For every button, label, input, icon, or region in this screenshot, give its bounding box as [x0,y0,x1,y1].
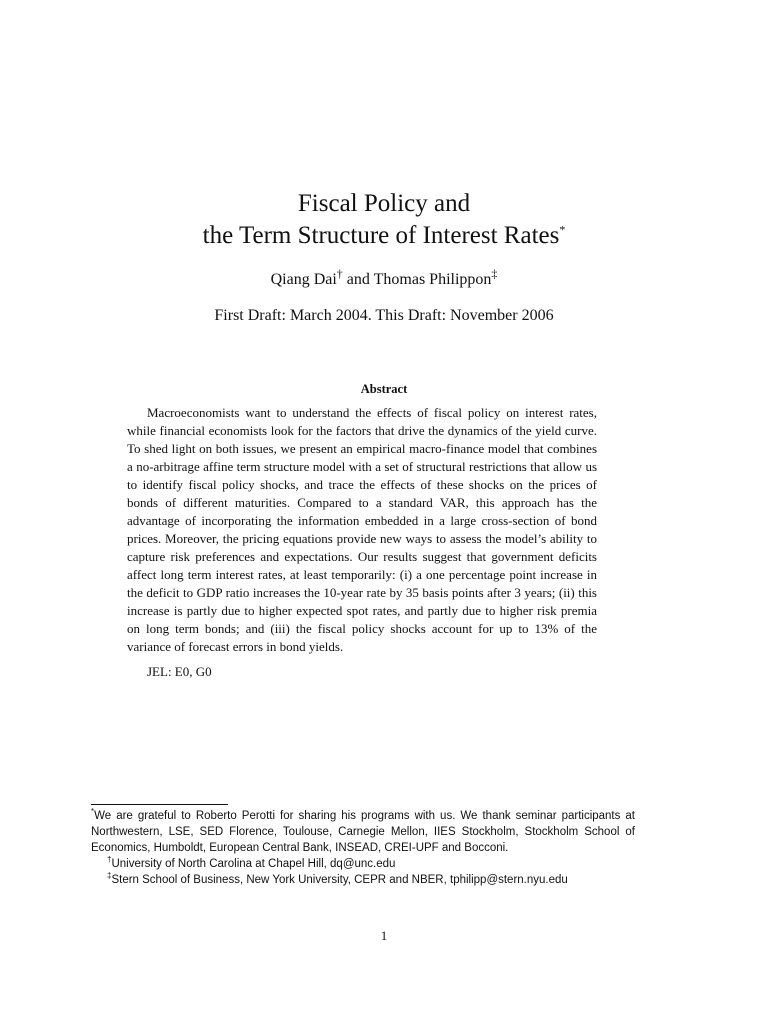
jel-codes: JEL: E0, G0 [147,664,212,679]
page-number: 1 [380,928,388,943]
footnote-2-text: University of North Carolina at Chapel Hill, dq@unc.edu [111,858,396,870]
footnotes [91,808,635,888]
title-line-1: Fiscal Policy and [297,190,471,217]
title-line-2-text: the Term Structure of Interest Rates [202,222,560,249]
footnote-1-text: We are grateful to Roberto Perotti for sharing his programs with us. We thank seminar participants at Northwestern, LSE, SED Florence, Toulouse, Carnegie Mellon, IIES Stockholm, Stockholm School of Economics, Humboldt, European Central Bank, INSEAD, CREI-UPF and Bocconi. [91,810,635,854]
footnote-1-mark: * [91,807,95,817]
author-2: Thomas Philippon [373,271,492,288]
abstract-heading: Abstract [360,382,408,396]
title-line-2 [0,220,768,252]
paper-title [0,188,768,252]
footnote-2 [91,856,635,872]
title-footnote-mark: * [559,222,566,237]
footnote-2-mark: † [107,855,112,865]
author-1-mark: † [336,266,343,281]
footnote-1 [91,808,635,856]
abstract-body: Macroeconomists want to understand the effects of fiscal policy on interest rates, while financial economists look for the factors that drive the dynamics of the yield curve. To shed light on both issues, we present an empirical macro-finance model that combines a no-arbitrage affine term structure model with a set of structural restrictions that allow us to identify fiscal policy shocks, and trace the effects of these shocks on the prices of bonds of different maturities. Compared to a standard VAR, this approach has the advantage of incorporating the information embedded in a large cross-section of bond prices. Moreover, the pricing equations provide new ways to assess the model’s ability to capture risk preferences and expectations. Our results suggest that government deficits affect long term interest rates, at least temporarily: (i) a one percentage point increase in the deficit to GDP ratio increases the 10-year rate by 35 basis points after 3 years; (ii) this increase is partly due to higher expected spot rates, and partly due to higher risk premia on long term bonds; and (iii) the fiscal policy shocks account for up to 13% of the variance of forecast errors in bond yields. [127,405,597,654]
author-line [0,266,768,289]
draft-dates: First Draft: March 2004. This Draft: November 2006 [214,307,554,324]
footnote-3 [91,872,635,888]
author-connector: and [346,271,370,288]
footnote-3-text: Stern School of Business, New York University, CEPR and NBER, tphilipp@stern.nyu.edu [111,874,568,886]
footnote-rule [91,804,228,805]
footnote-3-mark: ‡ [107,871,112,881]
author-1: Qiang Dai [270,271,337,288]
author-2-mark: ‡ [491,266,498,281]
